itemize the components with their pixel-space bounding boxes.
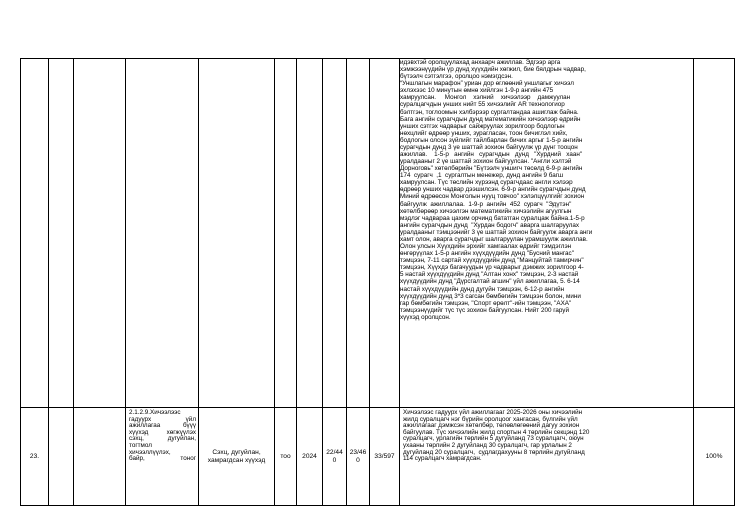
code-line: 2.1.2.9.Хичээлээс	[129, 409, 181, 416]
code-line: сэхц,	[129, 435, 144, 443]
baseline: 22/440	[323, 408, 347, 506]
code-line-right: хөгжүүлэх	[166, 428, 196, 436]
unit: тоо	[275, 408, 297, 506]
cell-empty	[199, 59, 275, 408]
code-line-right: дугуйлан,	[167, 435, 196, 443]
cell-empty	[370, 59, 400, 408]
cell-empty	[347, 59, 370, 408]
row-number: 23.	[21, 408, 49, 506]
code-line: хичээллүүлэх,	[129, 448, 171, 456]
code-line-right: тоног	[180, 455, 196, 463]
code-line: гадуурх	[129, 415, 152, 423]
percent: 100%	[694, 408, 735, 506]
cell-empty	[275, 59, 297, 408]
cell-empty	[126, 59, 199, 408]
continuation-text: идэвхтэй оролцуулахад анхаарч ажиллав. Эдгээр арга хэмжээнүүдийн үр дүнд хүүхдийн хөгжил, бие бялдрын чадвар, бүтээлч сэтгэлгээ, оролцоо нэмэгдсэн. “Уншлагын марафон” уриан дор өглөөний уншлагыг хичээл эхлэхээс 10 минутын өмнө хийлгэн 1-9-р ангийн 475 хамруулсан. Монгол хэлний хичээлээр дамжуулан суралцагчдын унших нийт 55 хичээлийг AR технологиор бэлтгэн, тоглоомын хэлбэрээр сургалтандаа ашиглаж байна. Бага ангийн сурагчдын дунд математикийн хичээлээр өдрийн унших сэтгэх чадварыг сайжруулах зорилгоор бодлогын нөхцлийг өдрөөр унших, зурагласан, тоон бичиглэл хийх, бодлогын олсон зүйлийг тайлбарлан бичих аргыг 1-5-р ангийн сурагчдын дунд 3 үе шаттай зохион байгуулж үр дүнг тооцон ажиллав. 1-5-р ангийн сурагчдын дунд "Хурдний хаан" уралдааныг 2 үе шаттай зохион байгуулсан. "Англи хэлтэй Дорноговь" хөтөлбөрийн "Бүтээлч уншигч төсөлд 6-9-р ангийн 174 сурагч ,1 сургалтын менежер, дунд ангийн 9 багш хамруулсан. Түс төслийн хүрээнд сурагчдаас англи хэлээр өдрөөр унших чадвар дээшилсэн. 6-9-р ангийн сурагчдын дунд Миний өдрөөсон Монголын нууц товчоо" хэлэлцүүлгийг зохион байгуулж ажиллалаа. 1-9-р ангийн 452 сурагч "Эдүтэн" хөтөлбөрөөр хичээлгэн математикийн хичээлийн агуулгын мэдлэг чадвараа цахим орчинд бататган суралцаж байна.1-5-р ангийн сурагчдын дунд "Хурдан бодогч" аварга шалгаруулах уралдааныг тэмцээнийг 3 үе шаттай зохион байгуулж аварга анги хамт олон, аварга сурагчдыг шалгаруулан урамшуулж ажиллав. Олон улсын Хүүхдийн эрхийг хамгаалах өдрийг тэмдэглэн өнгөрүүлах 1-5-р ангийн хүүхдүүдийн дунд "Бусний мангас" тэмцээн, 7-11 сартай хүүхдүүдийн дунд "Манцуйтай тамирчин" тэмцээн, Хүүхдэ багачуудын үр чадварыг дэмжих зорилгоор 4- 5 настай хүүхдүүдийн дунд "Алтан хонх" тэмцээн, 2-3 настай хүүхдүүдийн дунд "Дүрсгалтай агшин" үйл ажиллагаа, 5. 6-14 настай хүүхдүүдийн дунд дугуйн тэмцээн, 6-12-р ангийн хүүхдүүдийн дунд 3*3 сагсан бөмбөгийн тэмцээн болон, мини гар бөмбөгийн тэмцээн, "Спорт өрөлт"-ийн тэмцээн, "АХА" тэмцээнүүдийг түс түс зохион байгуулсан. Нийт 200 гаруй хүүхэд оролцсон.	[400, 59, 694, 408]
actual: 33/597	[370, 408, 400, 506]
code-line-right: үйл	[185, 415, 196, 423]
year: 2024	[297, 408, 323, 506]
cell-empty	[49, 59, 74, 408]
responsible: Сэхц, дугуйлан, хамрагдсан хүүхэд	[199, 408, 275, 506]
cell-empty	[21, 59, 49, 408]
code-line: тогтмол	[129, 441, 152, 449]
activity-text: Хичээлээс гадуурх үйл ажиллагааг 2025-2026 оны хичээлийн жилд суралцагч нэг бүрийн оролцоог хангасан, бүлгийн үйл ажиллагааг дэмжсэн хөтөлбөр, төлөвлөгөөний дагуу зохион байгуулав. Түс хичээлийн жилд спортын 4 төрлийн секцэнд 120 суралцагч, урлагийн төрлийн 5 дугуйланд 73 суралцагч, оюун ухааны төрлийн 2 дугуйланд 30 суралцагч, гар урлалын 2 дугуйланд 20 суралцагч, судлагдахууны 8 төрлийн дугуйланд 114 суралцагч хамрагдсан.	[400, 408, 694, 506]
indicator-code	[126, 408, 199, 506]
code-line-right: бүүү	[182, 422, 196, 430]
table-row	[21, 408, 735, 506]
code-line: хүүхэд	[129, 428, 149, 436]
cell-empty	[297, 59, 323, 408]
cell-empty	[74, 408, 126, 506]
code-line: ажиллагаа	[129, 422, 161, 430]
cell-empty	[49, 408, 74, 506]
target: 23/460	[347, 408, 370, 506]
report-table	[20, 58, 735, 506]
cell-empty	[694, 59, 735, 408]
cell-empty	[74, 59, 126, 408]
code-line: байр,	[129, 455, 145, 463]
cell-empty	[323, 59, 347, 408]
continuation-row	[21, 59, 735, 408]
